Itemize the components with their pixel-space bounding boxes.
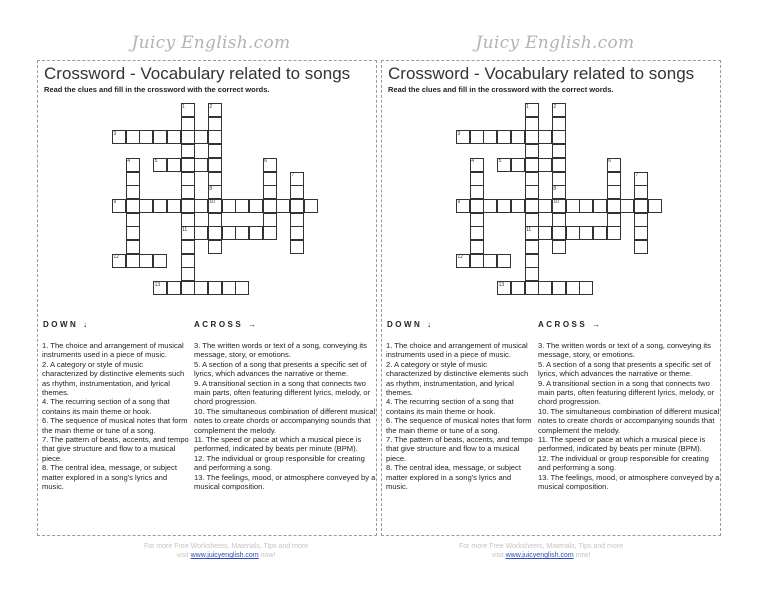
crossword-cell[interactable] (525, 267, 539, 281)
down-clues (42, 341, 190, 492)
clue-number: 7 (635, 172, 639, 178)
crossword-cell[interactable] (511, 199, 525, 213)
crossword-cell[interactable] (552, 158, 566, 172)
clue: 13. The feelings, mood, or atmosphere conveyed by a musical composition. (538, 472, 720, 492)
crossword-cell[interactable] (126, 199, 140, 213)
crossword-cell[interactable] (497, 254, 511, 268)
crossword-cell[interactable] (470, 240, 484, 254)
crossword-cell[interactable] (126, 172, 140, 186)
crossword-cell[interactable] (470, 130, 484, 144)
crossword-cell[interactable] (208, 144, 222, 158)
clue: 9. A transitional section in a song that connects two main parts, often featuring different lyrics, melody, or chord progression. (194, 378, 371, 407)
crossword-cell[interactable] (263, 172, 277, 186)
crossword-cell[interactable] (566, 226, 580, 240)
crossword-cell[interactable] (525, 185, 539, 199)
crossword-cell[interactable] (263, 199, 277, 213)
worksheet-right (381, 60, 721, 536)
clue: 10. The simultaneous combination of different musical notes to create chords or accompanying sounds that complement the melody. (194, 406, 376, 435)
crossword-cell[interactable] (208, 117, 222, 131)
crossword-cell[interactable] (648, 199, 662, 213)
crossword-cell[interactable] (566, 281, 580, 295)
crossword-cell[interactable] (181, 240, 195, 254)
clue: 6. The sequence of musical notes that form the main theme or tune of a song. (386, 416, 532, 435)
crossword-cell[interactable] (497, 199, 511, 213)
crossword-cell[interactable] (620, 199, 634, 213)
crossword-cell[interactable] (525, 240, 539, 254)
clue: 9. A transitional section in a song that connects two main parts, often featuring different lyrics, melody, or chord progression. (538, 378, 715, 407)
crossword-cell[interactable] (525, 199, 539, 213)
clue-number: 4 (471, 158, 474, 165)
clue: 3. The written words or text of a song, conveying its message, story, or emotions. (538, 341, 711, 360)
crossword-cell[interactable] (634, 226, 648, 240)
crossword-cell[interactable] (290, 240, 304, 254)
clue-number: 12 (457, 254, 464, 261)
crossword-cell[interactable] (222, 226, 236, 240)
crossword-cell[interactable] (181, 281, 195, 295)
crossword-cell[interactable] (126, 185, 140, 199)
crossword-cell[interactable] (263, 185, 277, 199)
crossword-cell[interactable] (222, 281, 236, 295)
clue-number: 2 (209, 103, 213, 110)
clue: 3. The written words or text of a song, conveying its message, story, or emotions. (194, 341, 367, 360)
clue-number: 13 (154, 281, 161, 288)
crossword-cell[interactable] (525, 130, 539, 144)
crossword-cell[interactable] (235, 281, 249, 295)
crossword-cell[interactable] (194, 199, 208, 213)
worksheet-left (37, 60, 377, 536)
crossword-cell[interactable] (208, 172, 222, 186)
crossword-cell[interactable] (634, 240, 648, 254)
clue-number: 4 (127, 158, 130, 165)
crossword-cell[interactable] (181, 254, 195, 268)
footer-now: now! (260, 552, 276, 559)
crossword-cell[interactable] (470, 213, 484, 227)
clue: 10. The simultaneous combination of different musical notes to create chords or accompanying sounds that complement the melody. (538, 406, 720, 435)
across-clues (194, 341, 376, 492)
clue-number: 9 (457, 199, 461, 206)
across-heading: ACROSS → (194, 320, 259, 329)
crossword-cell[interactable] (525, 144, 539, 158)
crossword-cell[interactable] (139, 254, 153, 268)
clue-number: 11 (182, 226, 188, 233)
clue-number: 8 (209, 185, 213, 192)
crossword-cell[interactable] (525, 117, 539, 131)
crossword-grid (38, 61, 378, 311)
crossword-cell[interactable] (470, 254, 484, 268)
clue-number: 8 (553, 185, 557, 192)
clue-number: 5 (498, 158, 502, 165)
clue: 7. The pattern of beats, accents, and tempo that give structure and flow to a musical piece. (386, 435, 533, 463)
crossword-cell[interactable] (290, 213, 304, 227)
clue: 11. The speed or pace at which a musical piece is performed, indicated by beats per minute (BPM). (194, 435, 362, 454)
crossword-cell[interactable] (249, 199, 263, 213)
brand-right: Juicy English.com (475, 33, 635, 53)
brand-left: Juicy English.com (131, 33, 291, 53)
crossword-cell[interactable] (593, 226, 607, 240)
website-link[interactable]: www.juicyenglish.com (505, 552, 574, 559)
clue: 12. The individual or group responsible for creating and performing a song. (538, 453, 709, 473)
clue: 5. A section of a song that presents a specific set of lyrics, which advances the narrative or theme. (538, 359, 711, 379)
clue: 4. The recurring section of a song that contains its main theme or hook. (386, 397, 514, 416)
crossword-cell[interactable] (511, 158, 525, 172)
crossword-cell[interactable] (235, 199, 249, 213)
crossword-cell[interactable] (470, 199, 484, 213)
clue: 2. A category or style of music characterized by distinctive elements such as rhythm, instrumentation, and lyrical themes. (42, 359, 185, 398)
crossword-cell[interactable] (235, 226, 249, 240)
crossword-cell[interactable] (194, 130, 208, 144)
crossword-cell[interactable] (139, 130, 153, 144)
crossword-cell[interactable] (552, 130, 566, 144)
clue: 6. The sequence of musical notes that form the main theme or tune of a song. (42, 416, 188, 435)
crossword-cell[interactable] (525, 213, 539, 227)
crossword-cell[interactable] (181, 144, 195, 158)
crossword-cell[interactable] (579, 281, 593, 295)
across-clues (538, 341, 720, 492)
crossword-cell[interactable] (208, 130, 222, 144)
clue: 8. The central idea, message, or subject matter explored in a song's lyrics and music. (386, 463, 521, 492)
crossword-cell[interactable] (511, 281, 525, 295)
crossword-cell[interactable] (552, 144, 566, 158)
crossword-cell[interactable] (181, 213, 195, 227)
clue-number: 12 (113, 254, 120, 261)
crossword-cell[interactable] (126, 213, 140, 227)
crossword-cell[interactable] (634, 199, 648, 213)
crossword-cell[interactable] (290, 185, 304, 199)
crossword-cell[interactable] (538, 281, 552, 295)
clue-number: 10 (553, 199, 559, 206)
crossword-cell[interactable] (525, 158, 539, 172)
clue: 8. The central idea, message, or subject matter explored in a song's lyrics and music. (42, 463, 177, 492)
instructions: Read the clues and fill in the crossword with the correct words. (44, 85, 270, 94)
crossword-cell[interactable] (167, 199, 181, 213)
clue-number: 9 (113, 199, 117, 206)
crossword-cell[interactable] (607, 226, 621, 240)
down-heading: DOWN ↓ (43, 320, 90, 329)
crossword-cell[interactable] (290, 199, 304, 213)
crossword-cell[interactable] (552, 117, 566, 131)
crossword-cell[interactable] (208, 213, 222, 227)
clue: 1. The choice and arrangement of musical instruments used in a piece of music. (42, 341, 184, 360)
clue-number: 1 (182, 103, 185, 110)
clue-number: 6 (264, 158, 267, 165)
crossword-cell[interactable] (566, 199, 580, 213)
crossword-cell[interactable] (276, 199, 290, 213)
crossword-cell[interactable] (167, 281, 181, 295)
crossword-cell[interactable] (470, 172, 484, 186)
crossword-cell[interactable] (470, 185, 484, 199)
clue-number: 2 (553, 103, 557, 110)
footer-visit: visit (176, 552, 189, 559)
across-heading: ACROSS → (538, 320, 603, 329)
crossword-cell[interactable] (607, 213, 621, 227)
crossword-cell[interactable] (263, 213, 277, 227)
crossword-cell[interactable] (552, 240, 566, 254)
clue: 12. The individual or group responsible for creating and performing a song. (194, 453, 365, 473)
crossword-cell[interactable] (634, 185, 648, 199)
clue: 7. The pattern of beats, accents, and tempo that give structure and flow to a musical piece. (42, 435, 189, 463)
down-heading: DOWN ↓ (387, 320, 434, 329)
crossword-cell[interactable] (607, 185, 621, 199)
clue: 11. The speed or pace at which a musical piece is performed, indicated by beats per minute (BPM). (538, 435, 706, 454)
footer-promo: For more Free Worksheets, Materials, Tips and more (143, 543, 309, 550)
crossword-cell[interactable] (607, 172, 621, 186)
footer-left (126, 542, 326, 560)
crossword-cell[interactable] (552, 172, 566, 186)
crossword-cell[interactable] (208, 240, 222, 254)
crossword-cell[interactable] (497, 130, 511, 144)
crossword-cell[interactable] (249, 226, 263, 240)
crossword-cell[interactable] (153, 254, 167, 268)
crossword-cell[interactable] (126, 130, 140, 144)
crossword-cell[interactable] (181, 130, 195, 144)
crossword-cell[interactable] (194, 281, 208, 295)
page-title: Crossword - Vocabulary related to songs (44, 64, 351, 83)
page-title: Crossword - Vocabulary related to songs (388, 64, 695, 83)
clue-number: 1 (526, 103, 529, 110)
clue-number: 3 (457, 130, 461, 137)
crossword-cell[interactable] (483, 199, 497, 213)
crossword-cell[interactable] (538, 130, 552, 144)
clue-number: 6 (608, 158, 611, 165)
clue: 2. A category or style of music characterized by distinctive elements such as rhythm, instrumentation, and lyrical themes. (386, 359, 529, 398)
crossword-cell[interactable] (208, 158, 222, 172)
crossword-cell[interactable] (181, 117, 195, 131)
clue: 5. A section of a song that presents a specific set of lyrics, which advances the narrative or theme. (194, 359, 367, 379)
crossword-cell[interactable] (525, 172, 539, 186)
crossword-cell[interactable] (194, 158, 208, 172)
crossword-cell[interactable] (181, 199, 195, 213)
crossword-cell[interactable] (222, 199, 236, 213)
footer-right (441, 542, 641, 560)
crossword-cell[interactable] (538, 226, 552, 240)
crossword-cell[interactable] (194, 226, 208, 240)
crossword-cell[interactable] (181, 185, 195, 199)
crossword-cell[interactable] (167, 158, 181, 172)
crossword-cell[interactable] (181, 172, 195, 186)
crossword-cell[interactable] (511, 130, 525, 144)
crossword-cell[interactable] (290, 226, 304, 240)
footer-now: now! (575, 552, 591, 559)
crossword-cell[interactable] (304, 199, 318, 213)
crossword-cell[interactable] (483, 254, 497, 268)
crossword-cell[interactable] (470, 226, 484, 240)
crossword-cell[interactable] (552, 281, 566, 295)
crossword-cell[interactable] (525, 254, 539, 268)
clue-number: 3 (113, 130, 117, 137)
crossword-cell[interactable] (538, 158, 552, 172)
crossword-cell[interactable] (126, 240, 140, 254)
crossword-cell[interactable] (153, 130, 167, 144)
footer-visit-line (441, 551, 641, 560)
crossword-cell[interactable] (593, 199, 607, 213)
crossword-cell[interactable] (167, 130, 181, 144)
crossword-cell[interactable] (525, 281, 539, 295)
clue-number: 10 (209, 199, 215, 206)
website-link[interactable]: www.juicyenglish.com (190, 552, 259, 559)
crossword-cell[interactable] (208, 226, 222, 240)
crossword-cell[interactable] (579, 199, 593, 213)
footer-promo: For more Free Worksheets, Materials, Tips and more (458, 543, 624, 550)
crossword-cell[interactable] (126, 226, 140, 240)
crossword-cell[interactable] (579, 226, 593, 240)
crossword-cell[interactable] (139, 199, 153, 213)
instructions: Read the clues and fill in the crossword with the correct words. (388, 85, 614, 94)
crossword-cell[interactable] (181, 267, 195, 281)
crossword-grid (382, 61, 722, 311)
crossword-cell[interactable] (538, 199, 552, 213)
crossword-cell[interactable] (208, 281, 222, 295)
crossword-cell[interactable] (263, 226, 277, 240)
crossword-cell[interactable] (126, 254, 140, 268)
clue-number: 5 (154, 158, 158, 165)
clue-number: 13 (498, 281, 505, 288)
footer-visit: visit (491, 552, 504, 559)
clue: 13. The feelings, mood, or atmosphere conveyed by a musical composition. (194, 472, 376, 492)
footer-visit-line (126, 551, 326, 560)
crossword-cell[interactable] (634, 213, 648, 227)
crossword-cell[interactable] (483, 130, 497, 144)
crossword-cell[interactable] (552, 226, 566, 240)
crossword-cell[interactable] (153, 199, 167, 213)
clue: 4. The recurring section of a song that contains its main theme or hook. (42, 397, 170, 416)
clue-number: 11 (526, 226, 532, 233)
crossword-cell[interactable] (552, 213, 566, 227)
crossword-cell[interactable] (607, 199, 621, 213)
clue-number: 7 (291, 172, 295, 178)
clue: 1. The choice and arrangement of musical instruments used in a piece of music. (386, 341, 528, 360)
down-clues (386, 341, 534, 492)
crossword-cell[interactable] (181, 158, 195, 172)
